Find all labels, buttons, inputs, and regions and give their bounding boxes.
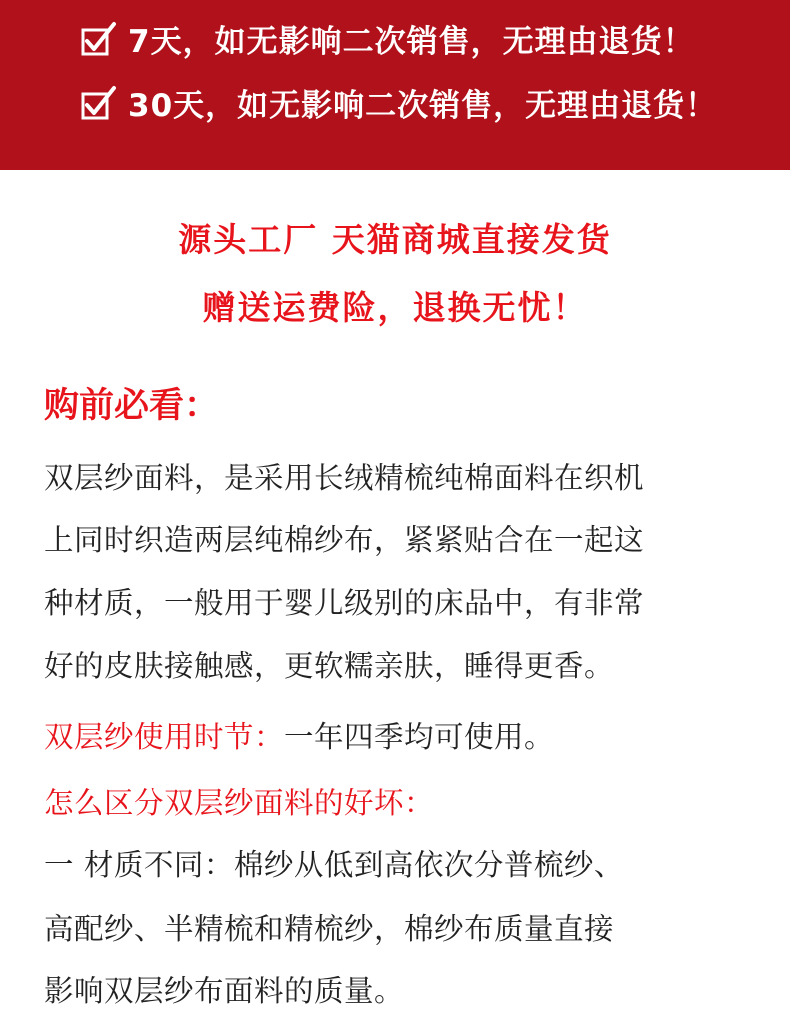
quality-title: 怎么区分双层纱面料的好坏：: [44, 786, 435, 820]
usage-value: 一年四季均可使用。: [284, 720, 555, 754]
return-policy-7-days: [80, 16, 695, 61]
return-policy-7-days-text: 7天，如无影响二次销售，无理由退货！: [128, 24, 695, 60]
return-policy-30-days-text: 30天，如无影响二次销售，无理由退货！: [128, 88, 718, 124]
quality-line: 影响双层纱布面料的质量。: [44, 974, 405, 1008]
quality-line: 高配纱、半精梳和精梳纱，棉纱布质量直接: [44, 912, 615, 946]
return-policy-banner: [0, 0, 790, 170]
quality-line: 一 材质不同：棉纱从低到高依次分普梳纱、: [44, 848, 624, 882]
return-policy-30-days: [80, 80, 717, 125]
description-line: 双层纱面料，是采用长绒精梳纯棉面料在织机: [44, 461, 645, 495]
description-line: 种材质，一般用于婴儿级别的床品中，有非常: [44, 586, 645, 620]
checkbox-check-icon: [80, 20, 118, 58]
section-heading: 购前必看：: [44, 386, 220, 426]
usage-label: 双层纱使用时节：: [44, 720, 285, 754]
usage-line: [44, 714, 554, 756]
checkbox-check-icon: [80, 84, 118, 122]
description-line: 好的皮肤接触感，更软糯亲肤，睡得更香。: [44, 649, 615, 683]
promo-line-factory: 源头工厂 天猫商城直接发货: [178, 220, 612, 259]
description-line: 上同时织造两层纯棉纱布，紧紧贴合在一起这: [44, 523, 645, 557]
promo-line-insurance: 赠送运费险，退换无忧！: [202, 288, 588, 327]
